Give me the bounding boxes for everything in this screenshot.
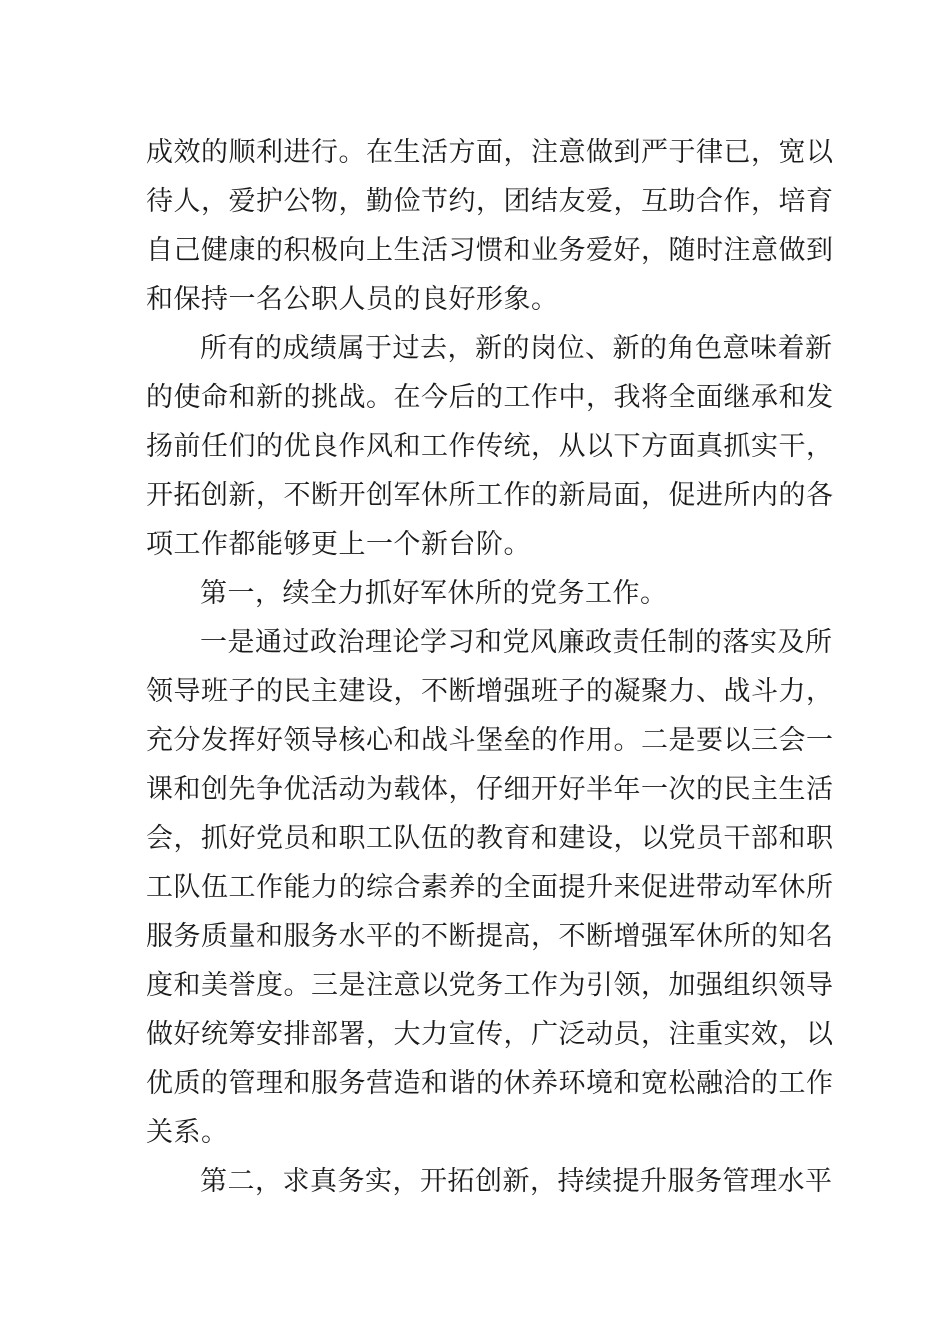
text-line: 会，抓好党员和职工队伍的教育和建设，以党员干部和职 [146,823,834,854]
text-line: 服务质量和服务水平的不断提高，不断增强军休所的知名 [146,921,834,952]
text-line: 的使命和新的挑战。在今后的工作中，我将全面继承和发 [146,382,834,413]
text-line: 优质的管理和服务营造和谐的休养环境和宽松融洽的工作 [146,1068,834,1099]
text-line: 充分发挥好领导核心和战斗堡垒的作用。二是要以三会一 [146,725,834,756]
text-line: 工队伍工作能力的综合素养的全面提升来促进带动军休所 [146,872,834,903]
text-line: 第一，续全力抓好军休所的党务工作。 [200,578,668,609]
text-line: 关系。 [146,1117,229,1148]
text-line: 做好统筹安排部署，大力宣传，广泛动员，注重实效，以 [146,1019,834,1050]
text-line: 开拓创新，不断开创军休所工作的新局面，促进所内的各 [146,480,834,511]
text-line: 自己健康的积极向上生活习惯和业务爱好，随时注意做到 [146,235,834,266]
text-line: 项工作都能够更上一个新台阶。 [146,529,531,560]
text-line: 课和创先争优活动为载体，仔细开好半年一次的民主生活 [146,774,834,805]
text-line: 一是通过政治理论学习和党风廉政责任制的落实及所 [200,627,833,658]
text-line: 成效的顺利进行。在生活方面，注意做到严于律已，宽以 [146,137,834,168]
text-line: 第二，求真务实，开拓创新，持续提升服务管理水平 [200,1166,833,1197]
document-body [146,128,834,1206]
text-line: 和保持一名公职人员的良好形象。 [146,284,559,315]
text-line: 领导班子的民主建设，不断增强班子的凝聚力、战斗力， [146,676,834,707]
text-line: 扬前任们的优良作风和工作传统，从以下方面真抓实干， [146,431,834,462]
text-line: 待人，爱护公物，勤俭节约，团结友爱，互助合作，培育 [146,186,834,217]
text-line: 所有的成绩属于过去，新的岗位、新的角色意味着新 [200,333,833,364]
text-line: 度和美誉度。三是注意以党务工作为引领，加强组织领导 [146,970,834,1001]
